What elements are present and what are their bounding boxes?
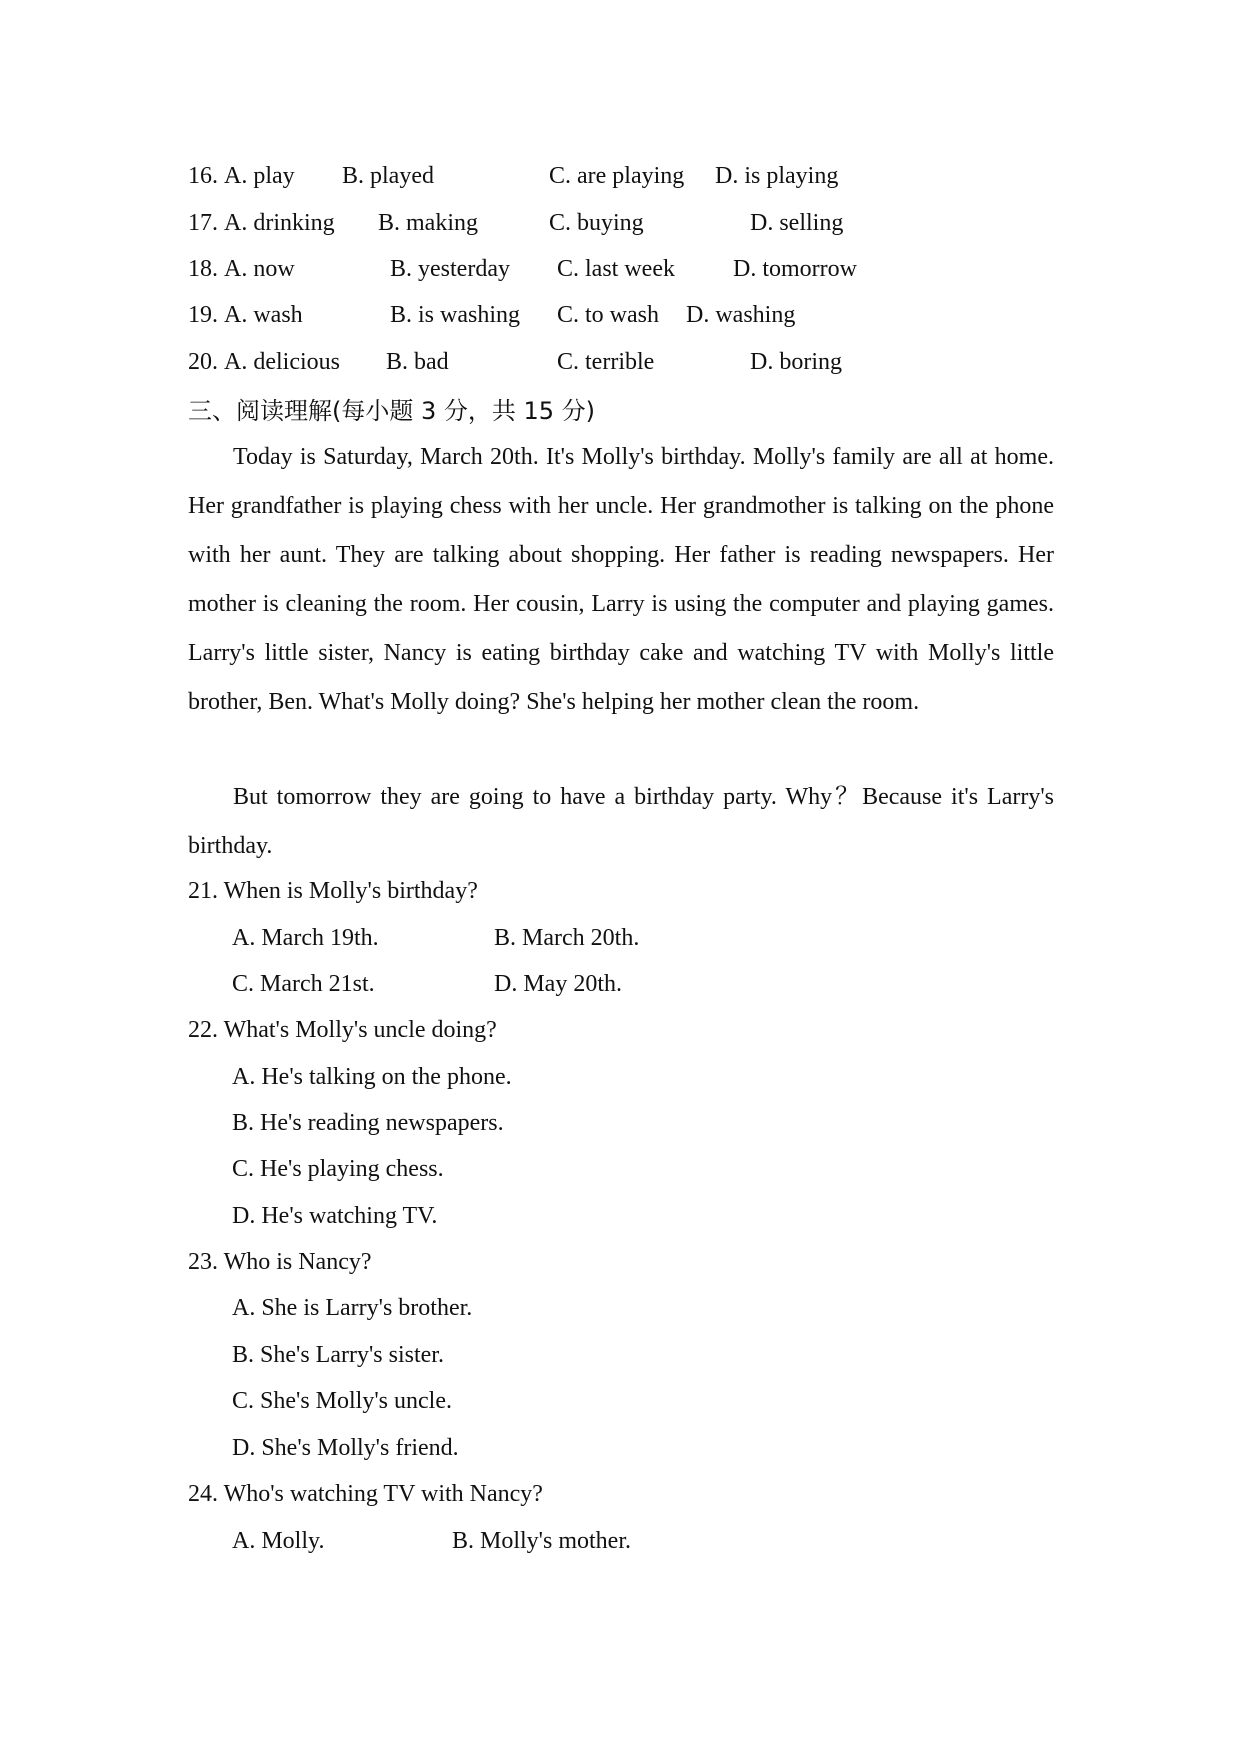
answer-option-23b: B. She's Larry's sister. [232, 1342, 444, 1368]
passage-paragraph-2: But tomorrow they are going to have a birthday party. Why？Because it's Larry's birthday. [188, 784, 1054, 859]
passage-paragraph-1: Today is Saturday, March 20th. It's Molly's birthday. Molly's family are all at home. Her grandfather is playing chess with her uncle. Her grandmother is talking on the phone with her aunt. They are talking about shopping. Her father is reading newspapers. Her mother is cleaning the room. Her cousin, Larry is using the computer and playing games. Larry's little sister, Nancy is eating birthday cake and watching TV with Molly's little brother, Ben. What's Molly doing? She's helping her mother clean the room. [188, 444, 1054, 715]
option-b: B. bad [386, 349, 449, 375]
section-title: 三、阅读理解(每小题 3 分，共 15 分) [188, 397, 596, 425]
option-c: C. are playing [549, 163, 685, 189]
option-a: A. delicious [224, 349, 340, 375]
answer-option-22d: D. He's watching TV. [232, 1203, 438, 1229]
answer-option-21d: D. May 20th. [494, 971, 622, 997]
answer-option-24a: A. Molly. [232, 1528, 325, 1554]
answer-option-22b: B. He's reading newspapers. [232, 1110, 504, 1136]
answer-option-21c: C. March 21st. [232, 971, 375, 997]
question-number: 19. [188, 302, 218, 328]
option-a: A. drinking [224, 210, 335, 236]
option-d: D. selling [750, 210, 844, 236]
option-b: B. played [342, 163, 434, 189]
question-stem-21: 21. When is Molly's birthday? [188, 878, 478, 904]
option-d: D. is playing [715, 163, 839, 189]
option-b: B. making [378, 210, 478, 236]
question-number: 18. [188, 256, 218, 282]
answer-option-23c: C. She's Molly's uncle. [232, 1388, 452, 1414]
option-d: D. tomorrow [733, 256, 857, 282]
answer-option-23d: D. She's Molly's friend. [232, 1435, 459, 1461]
answer-option-24b: B. Molly's mother. [452, 1528, 632, 1554]
option-a: A. now [224, 256, 295, 282]
answer-option-21b: B. March 20th. [494, 925, 640, 951]
option-a: A. play [224, 163, 295, 189]
question-stem-22: 22. What's Molly's uncle doing? [188, 1017, 497, 1043]
option-a: A. wash [224, 302, 303, 328]
option-d: D. washing [686, 302, 796, 328]
answer-option-23a: A. She is Larry's brother. [232, 1295, 473, 1321]
question-number: 20. [188, 349, 218, 375]
option-c: C. last week [557, 256, 675, 282]
option-d: D. boring [750, 349, 842, 375]
option-b: B. is washing [390, 302, 521, 328]
option-c: C. buying [549, 210, 644, 236]
answer-option-21a: A. March 19th. [232, 925, 379, 951]
option-b: B. yesterday [390, 256, 510, 282]
option-c: C. to wash [557, 302, 659, 328]
answer-option-22c: C. He's playing chess. [232, 1156, 444, 1182]
option-c: C. terrible [557, 349, 655, 375]
question-number: 17. [188, 210, 218, 236]
answer-option-22a: A. He's talking on the phone. [232, 1064, 512, 1090]
question-stem-24: 24. Who's watching TV with Nancy? [188, 1481, 543, 1507]
question-number: 16. [188, 163, 218, 189]
question-stem-23: 23. Who is Nancy? [188, 1249, 372, 1275]
